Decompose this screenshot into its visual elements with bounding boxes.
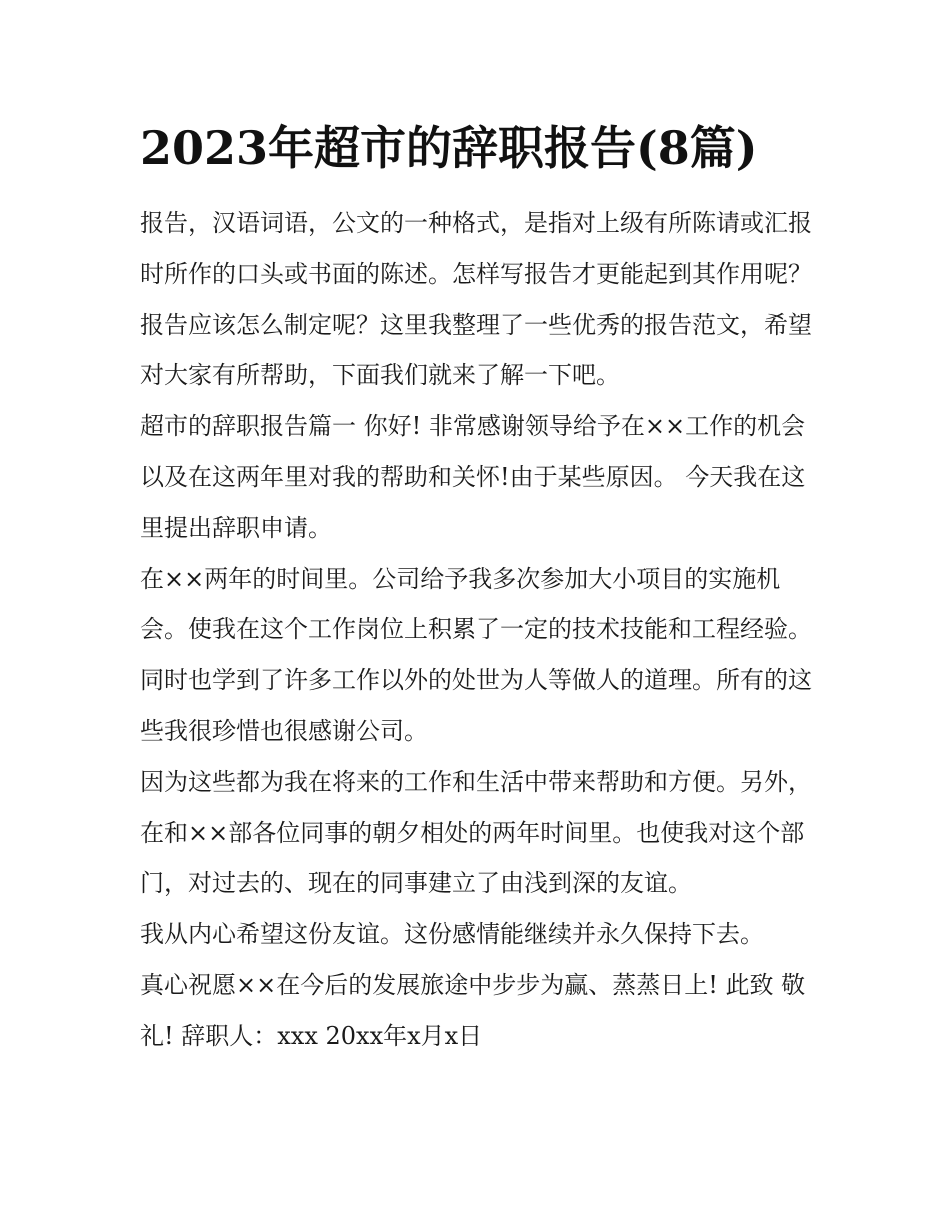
body-paragraph: 我从内心希望这份友谊。这份感情能继续并永久保持下去。	[140, 920, 764, 949]
body-paragraph: 同时也学到了许多工作以外的处世为人等做人的道理。所有的这些我很珍惜也很感谢公司。	[140, 666, 812, 745]
body-paragraph: 因为这些都为我在将来的工作和生活中带来帮助和方便。另外，在和××部各位同事的朝夕相处的两年时间里。也使我对这个部门，对过去的、现在的同事建立了由浅到深的友谊。	[140, 767, 812, 898]
closing-paragraph: 真心祝愿××在今后的发展旅途中步步为赢、蒸蒸日上! 此致 敬礼! 辞职人：xxx 20xx年x月x日	[140, 970, 806, 1050]
body-paragraph: 超市的辞职报告篇一 你好! 非常感谢领导给予在××工作的机会以及在这两年里对我的帮助和关怀!由于某些原因。 今天我在这里提出辞职申请。	[140, 412, 806, 542]
document-title: 2023年超市的辞职报告(8篇)	[140, 121, 758, 175]
document-body	[140, 198, 820, 1062]
intro-paragraph: 报告，汉语词语，公文的一种格式，是指对上级有所陈请或汇报时所作的口头或书面的陈述。怎样写报告才更能起到其作用呢？报告应该怎么制定呢？这里我整理了一些优秀的报告范文，希望对大家有所帮助，下面我们就来了解一下吧。	[140, 209, 812, 390]
body-paragraph: 在××两年的时间里。公司给予我多次参加大小项目的实施机会。使我在这个工作岗位上积累了一定的技术技能和工程经验。	[140, 564, 812, 644]
